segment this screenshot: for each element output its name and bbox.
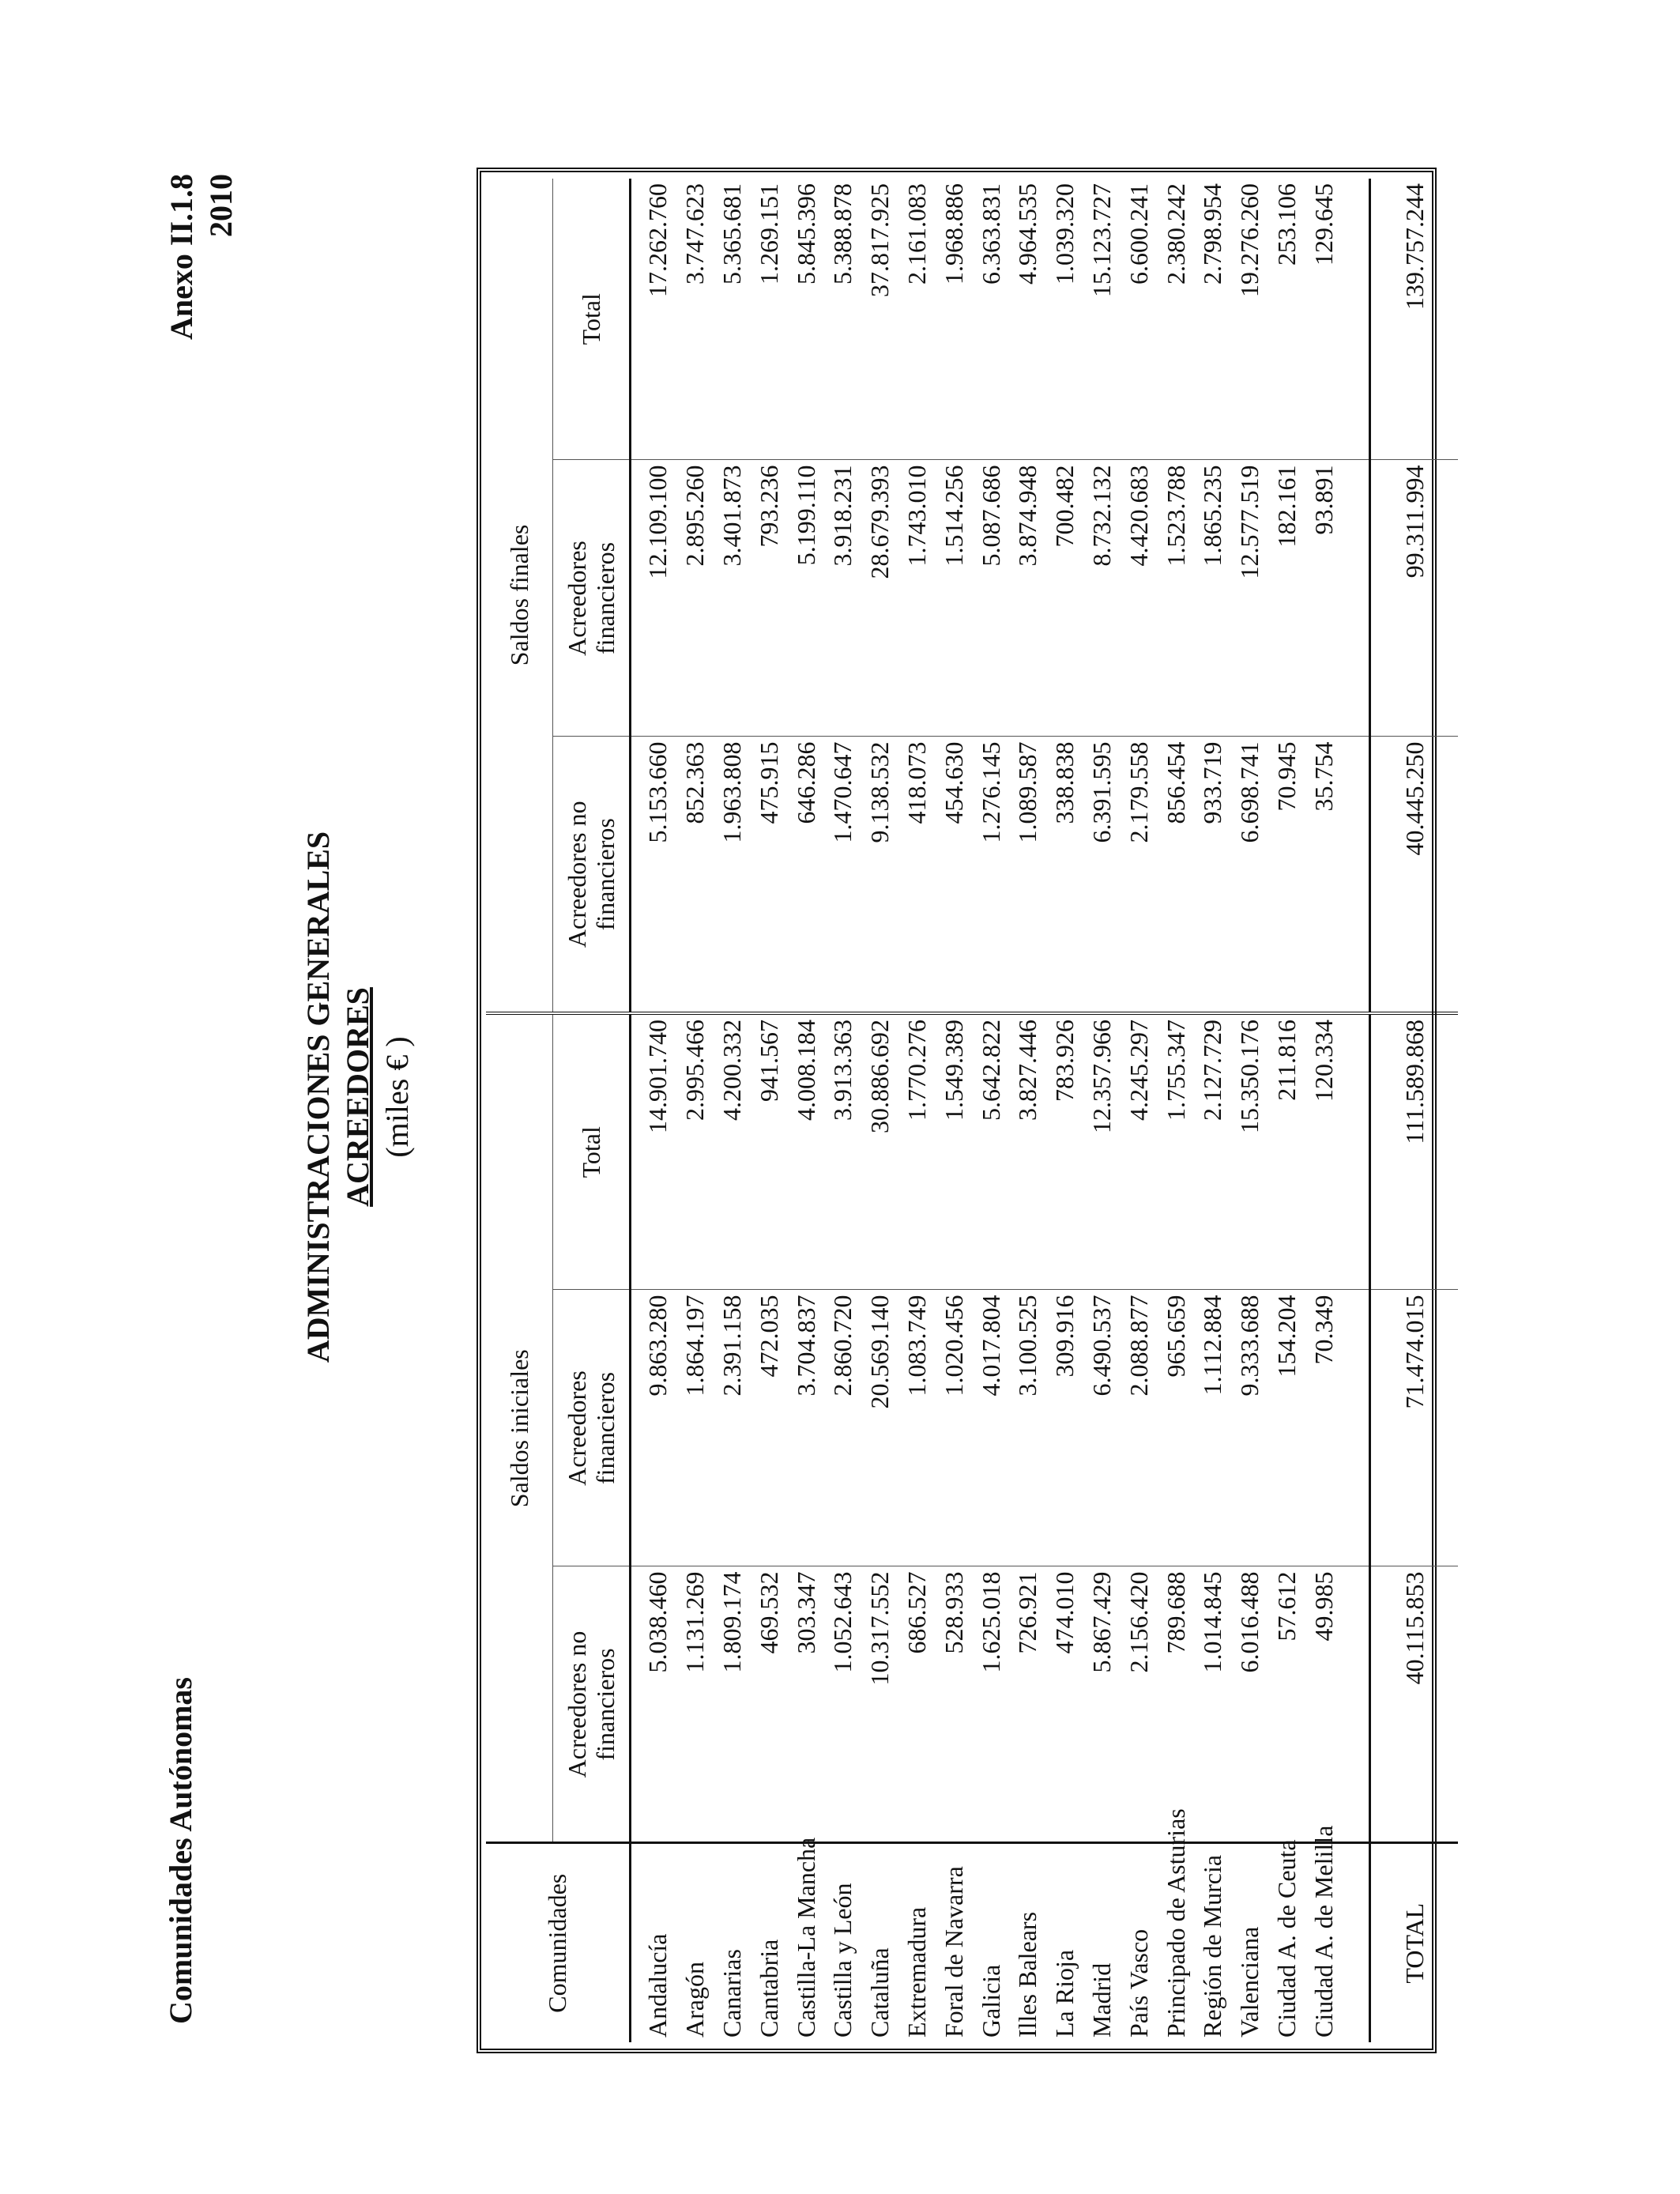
cell-ini-fin: 4.017.804 bbox=[972, 1290, 1009, 1566]
cell-fin-fin: 1.743.010 bbox=[898, 460, 936, 737]
cell-fin-total: 1.968.886 bbox=[935, 179, 972, 460]
cell-ini-nofin: 5.038.460 bbox=[643, 1571, 672, 1673]
total-fin-total: 139.757.244 bbox=[1370, 179, 1459, 460]
cell-ini-fin: 1.083.749 bbox=[898, 1290, 936, 1566]
table-row bbox=[1009, 179, 1046, 2042]
cell-fin-fin: 3.874.948 bbox=[1009, 460, 1046, 737]
row-name: Aragón bbox=[676, 1843, 714, 2042]
cell-ini-fin: 2.088.877 bbox=[1120, 1290, 1157, 1566]
total-fin-fin: 99.311.994 bbox=[1370, 460, 1459, 737]
cell-ini-fin: 3.704.837 bbox=[787, 1290, 824, 1566]
cell-ini-nofin: 1.131.269 bbox=[680, 1571, 710, 1673]
cell-fin-fin: 700.482 bbox=[1046, 460, 1083, 737]
cell-ini-nofin: 6.016.488 bbox=[1235, 1571, 1264, 1673]
cell-ini-total: 3.913.363 bbox=[824, 1013, 861, 1290]
cell-fin-nofin: 35.754 bbox=[1305, 737, 1342, 1013]
cell-ini-fin: 6.490.537 bbox=[1083, 1290, 1121, 1566]
table-row bbox=[750, 179, 787, 2042]
subheader-line: financieros bbox=[591, 818, 620, 931]
table-row bbox=[935, 179, 972, 2042]
cell-fin-nofin: 1.963.808 bbox=[714, 737, 751, 1013]
cell-fin-fin: 93.891 bbox=[1305, 460, 1342, 737]
cell-ini-nofin: 1.014.845 bbox=[1198, 1571, 1227, 1673]
cell-fin-nofin: 475.915 bbox=[750, 737, 787, 1013]
cell-fin-fin: 1.514.256 bbox=[935, 460, 972, 737]
subheader-fin-nofin bbox=[553, 737, 631, 1013]
cell-fin-nofin: 1.470.647 bbox=[824, 737, 861, 1013]
cell-ini-nofin: 5.867.429 bbox=[1087, 1571, 1116, 1673]
cell-ini-total: 15.350.176 bbox=[1231, 1013, 1268, 1290]
cell-ini-fin: 154.204 bbox=[1268, 1290, 1305, 1566]
cell-fin-total: 6.363.831 bbox=[972, 179, 1009, 460]
cell-ini-total: 120.334 bbox=[1305, 1013, 1342, 1290]
cell-fin-total: 19.276.260 bbox=[1231, 179, 1268, 460]
spacer-cell bbox=[1342, 1843, 1370, 2042]
total-ini-total: 111.589.868 bbox=[1370, 1013, 1459, 1290]
row-name: Galicia bbox=[972, 1843, 1009, 2042]
table-row bbox=[1046, 179, 1083, 2042]
spacer-cell bbox=[1342, 1290, 1370, 1566]
spacer-cell bbox=[1342, 179, 1370, 460]
cell-ini-fin: 9.863.280 bbox=[631, 1290, 676, 1566]
cell-ini-fin: 1.020.456 bbox=[935, 1290, 972, 1566]
cell-fin-nofin: 852.363 bbox=[676, 737, 714, 1013]
row-name: Illes Balears bbox=[1009, 1843, 1046, 2042]
table-row bbox=[824, 179, 861, 2042]
row-name: Región de Murcia bbox=[1194, 1843, 1231, 2042]
document-title bbox=[299, 0, 417, 2194]
table-row bbox=[631, 179, 676, 2042]
cell-ini-nofin: 474.010 bbox=[1050, 1571, 1079, 1654]
table-frame bbox=[477, 168, 1437, 2053]
group-header-finales: Saldos finales bbox=[486, 179, 553, 1013]
cell-fin-nofin: 9.138.532 bbox=[861, 737, 898, 1013]
row-name: Ciudad A. de Melilla bbox=[1305, 1843, 1342, 2042]
cell-ini-nofin: 49.985 bbox=[1309, 1571, 1338, 1642]
table-row bbox=[1268, 179, 1305, 2042]
cell-ini-nofin: 1.809.174 bbox=[717, 1571, 746, 1673]
row-name: País Vasco bbox=[1120, 1843, 1157, 2042]
cell-fin-fin: 8.732.132 bbox=[1083, 460, 1121, 737]
cell-ini-total: 14.901.740 bbox=[631, 1013, 676, 1290]
cell-ini-nofin: 726.921 bbox=[1013, 1571, 1042, 1654]
row-name: Castilla-La Mancha bbox=[787, 1843, 824, 2042]
cell-fin-nofin: 1.089.587 bbox=[1009, 737, 1046, 1013]
cell-ini-total: 941.567 bbox=[750, 1013, 787, 1290]
annex-number: Anexo II.1.8 bbox=[164, 174, 199, 341]
table-row bbox=[1083, 179, 1121, 2042]
row-name: Ciudad A. de Ceuta bbox=[1268, 1843, 1305, 2042]
subheader-line: financieros bbox=[591, 1648, 620, 1761]
cell-ini-total: 783.926 bbox=[1046, 1013, 1083, 1290]
subheader-ini-fin bbox=[553, 1290, 631, 1566]
acreedores-table bbox=[486, 179, 1458, 2042]
subheader-line: financieros bbox=[591, 1371, 620, 1485]
header-comunidades: Comunidades bbox=[486, 1843, 631, 2042]
row-spacer bbox=[1342, 179, 1370, 2042]
spacer-cell bbox=[1342, 737, 1370, 1013]
cell-ini-nofin: 1.625.018 bbox=[976, 1571, 1005, 1673]
subheader-line: Acreedores no bbox=[563, 801, 591, 948]
cell-fin-total: 1.039.320 bbox=[1046, 179, 1083, 460]
cell-ini-fin: 9.333.688 bbox=[1231, 1290, 1268, 1566]
cell-ini-nofin: 469.532 bbox=[754, 1571, 783, 1654]
total-ini-nofin: 40.115.853 bbox=[1370, 1566, 1459, 1843]
cell-ini-fin: 2.391.158 bbox=[714, 1290, 751, 1566]
cell-ini-fin: 1.112.884 bbox=[1194, 1290, 1231, 1566]
section-header: Comunidades Autónomas bbox=[163, 1676, 198, 2024]
cell-fin-total: 4.964.535 bbox=[1009, 179, 1046, 460]
cell-fin-nofin: 646.286 bbox=[787, 737, 824, 1013]
cell-ini-fin: 472.035 bbox=[750, 1290, 787, 1566]
title-line-2: ACREEDORES bbox=[340, 987, 375, 1207]
cell-ini-nofin: 686.527 bbox=[902, 1571, 931, 1654]
row-name: Principado de Asturias bbox=[1157, 1843, 1194, 2042]
table-row bbox=[898, 179, 936, 2042]
cell-fin-fin: 28.679.393 bbox=[861, 460, 898, 737]
table-row bbox=[1305, 179, 1342, 2042]
table-row bbox=[714, 179, 751, 2042]
cell-fin-total: 129.645 bbox=[1305, 179, 1342, 460]
cell-ini-fin: 965.659 bbox=[1157, 1290, 1194, 1566]
cell-fin-fin: 12.109.100 bbox=[631, 460, 676, 737]
cell-fin-total: 3.747.623 bbox=[676, 179, 714, 460]
row-name: Madrid bbox=[1083, 1843, 1121, 2042]
subheader-line: Acreedores no bbox=[563, 1630, 591, 1778]
cell-ini-total: 1.770.276 bbox=[898, 1013, 936, 1290]
table-row bbox=[1120, 179, 1157, 2042]
subheader-fin-total: Total bbox=[553, 179, 631, 460]
subheader-line: financieros bbox=[591, 541, 620, 655]
cell-ini-total: 5.642.822 bbox=[972, 1013, 1009, 1290]
table-body bbox=[631, 179, 1370, 2042]
cell-fin-total: 2.380.242 bbox=[1157, 179, 1194, 460]
cell-ini-nofin: 303.347 bbox=[791, 1571, 820, 1654]
row-name: Cataluña bbox=[861, 1843, 898, 2042]
table-row bbox=[787, 179, 824, 2042]
cell-fin-fin: 182.161 bbox=[1268, 460, 1305, 737]
cell-fin-fin: 5.199.110 bbox=[787, 460, 824, 737]
cell-ini-total: 12.357.966 bbox=[1083, 1013, 1121, 1290]
cell-fin-nofin: 70.945 bbox=[1268, 737, 1305, 1013]
cell-ini-nofin: 789.688 bbox=[1161, 1571, 1190, 1654]
cell-fin-total: 2.798.954 bbox=[1194, 179, 1231, 460]
cell-fin-nofin: 856.454 bbox=[1157, 737, 1194, 1013]
row-name: Foral de Navarra bbox=[935, 1843, 972, 2042]
spacer-cell bbox=[1342, 1013, 1370, 1290]
cell-fin-fin: 2.895.260 bbox=[676, 460, 714, 737]
cell-ini-total: 211.816 bbox=[1268, 1013, 1305, 1290]
row-name: Canarias bbox=[714, 1843, 751, 2042]
cell-fin-nofin: 338.838 bbox=[1046, 737, 1083, 1013]
table-row bbox=[861, 179, 898, 2042]
subheader-line: Acreedores bbox=[563, 541, 591, 656]
cell-ini-fin: 70.349 bbox=[1305, 1290, 1342, 1566]
row-name: Andalucía bbox=[631, 1843, 676, 2042]
cell-fin-nofin: 5.153.660 bbox=[631, 737, 676, 1013]
cell-fin-total: 15.123.727 bbox=[1083, 179, 1121, 460]
cell-ini-total: 2.127.729 bbox=[1194, 1013, 1231, 1290]
row-name: La Rioja bbox=[1046, 1843, 1083, 2042]
cell-ini-nofin: 2.156.420 bbox=[1124, 1571, 1153, 1673]
cell-fin-fin: 12.577.519 bbox=[1231, 460, 1268, 737]
cell-fin-total: 5.365.681 bbox=[714, 179, 751, 460]
table-row bbox=[972, 179, 1009, 2042]
total-fin-nofin: 40.445.250 bbox=[1370, 737, 1459, 1013]
cell-fin-nofin: 454.630 bbox=[935, 737, 972, 1013]
cell-fin-total: 17.262.760 bbox=[631, 179, 676, 460]
total-label: TOTAL bbox=[1370, 1843, 1459, 2042]
total-row bbox=[1370, 179, 1459, 2042]
subheader-ini-total: Total bbox=[553, 1013, 631, 1290]
cell-ini-total: 1.549.389 bbox=[935, 1013, 972, 1290]
cell-ini-fin: 1.864.197 bbox=[676, 1290, 714, 1566]
cell-fin-total: 253.106 bbox=[1268, 179, 1305, 460]
row-name: Castilla y León bbox=[824, 1843, 861, 2042]
row-name: Extremadura bbox=[898, 1843, 936, 2042]
cell-ini-total: 4.008.184 bbox=[787, 1013, 824, 1290]
cell-fin-total: 5.845.396 bbox=[787, 179, 824, 460]
table-row bbox=[676, 179, 714, 2042]
cell-ini-total: 4.200.332 bbox=[714, 1013, 751, 1290]
cell-fin-fin: 1.523.788 bbox=[1157, 460, 1194, 737]
cell-fin-total: 6.600.241 bbox=[1120, 179, 1157, 460]
cell-ini-fin: 2.860.720 bbox=[824, 1290, 861, 1566]
cell-ini-total: 4.245.297 bbox=[1120, 1013, 1157, 1290]
cell-fin-fin: 1.865.235 bbox=[1194, 460, 1231, 737]
subheader-fin-fin bbox=[553, 460, 631, 737]
subheader-ini-nofin bbox=[553, 1566, 631, 1843]
group-header-iniciales: Saldos iniciales bbox=[486, 1013, 553, 1843]
cell-fin-nofin: 1.276.145 bbox=[972, 737, 1009, 1013]
cell-ini-nofin: 528.933 bbox=[939, 1571, 968, 1654]
table-row bbox=[1231, 179, 1268, 2042]
annex-header bbox=[162, 174, 241, 340]
cell-ini-nofin: 1.052.643 bbox=[828, 1571, 857, 1673]
cell-ini-total: 1.755.347 bbox=[1157, 1013, 1194, 1290]
cell-fin-fin: 4.420.683 bbox=[1120, 460, 1157, 737]
cell-fin-fin: 3.918.231 bbox=[824, 460, 861, 737]
cell-ini-fin: 309.916 bbox=[1046, 1290, 1083, 1566]
annex-year: 2010 bbox=[203, 174, 239, 237]
total-ini-fin: 71.474.015 bbox=[1370, 1290, 1459, 1566]
cell-fin-fin: 3.401.873 bbox=[714, 460, 751, 737]
cell-ini-nofin: 10.317.552 bbox=[865, 1571, 895, 1686]
subheader-line: Acreedores bbox=[563, 1370, 591, 1486]
cell-ini-total: 30.886.692 bbox=[861, 1013, 898, 1290]
row-name: Cantabria bbox=[750, 1843, 787, 2042]
cell-ini-total: 3.827.446 bbox=[1009, 1013, 1046, 1290]
cell-fin-nofin: 2.179.558 bbox=[1120, 737, 1157, 1013]
spacer-cell bbox=[1342, 1566, 1370, 1843]
cell-fin-fin: 793.236 bbox=[750, 460, 787, 737]
cell-fin-nofin: 933.719 bbox=[1194, 737, 1231, 1013]
cell-fin-nofin: 6.698.741 bbox=[1231, 737, 1268, 1013]
cell-fin-total: 5.388.878 bbox=[824, 179, 861, 460]
cell-fin-fin: 5.087.686 bbox=[972, 460, 1009, 737]
spacer-cell bbox=[1342, 460, 1370, 737]
table-row bbox=[1194, 179, 1231, 2042]
cell-fin-total: 37.817.925 bbox=[861, 179, 898, 460]
title-units: (miles € ) bbox=[379, 1036, 415, 1158]
cell-fin-total: 2.161.083 bbox=[898, 179, 936, 460]
cell-fin-total: 1.269.151 bbox=[750, 179, 787, 460]
cell-fin-nofin: 6.391.595 bbox=[1083, 737, 1121, 1013]
cell-ini-fin: 20.569.140 bbox=[861, 1290, 898, 1566]
table-row bbox=[1157, 179, 1194, 2042]
title-line-1: ADMINISTRACIONES GENERALES bbox=[300, 831, 336, 1363]
cell-ini-total: 2.995.466 bbox=[676, 1013, 714, 1290]
cell-fin-nofin: 418.073 bbox=[898, 737, 936, 1013]
cell-ini-nofin: 57.612 bbox=[1271, 1571, 1301, 1642]
row-name: Valenciana bbox=[1231, 1843, 1268, 2042]
cell-ini-fin: 3.100.525 bbox=[1009, 1290, 1046, 1566]
